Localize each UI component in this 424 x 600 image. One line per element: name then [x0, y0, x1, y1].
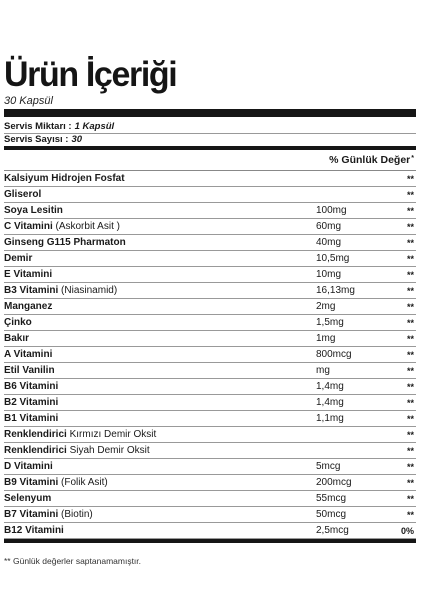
ingredient-name-cell [4, 299, 316, 315]
ingredient-daily-value: ** [380, 187, 416, 203]
ingredient-detail: (Folik Asit) [58, 476, 108, 488]
ingredient-amount: 1,1mg [316, 411, 380, 427]
ingredient-name-cell [4, 427, 316, 443]
ingredient-name: C Vitamini [4, 220, 53, 232]
ingredient-name-cell [4, 523, 316, 539]
ingredient-name: Ginseng G115 Pharmaton [4, 236, 126, 248]
ingredient-name: Etil Vanilin [4, 364, 55, 376]
ingredient-name-cell [4, 443, 316, 459]
serving-info [4, 117, 416, 146]
ingredient-daily-value: ** [380, 363, 416, 379]
ingredient-amount: 60mg [316, 219, 380, 235]
ingredient-name: B7 Vitamini [4, 508, 59, 520]
supplement-facts-panel [4, 56, 416, 566]
divider-bottom [4, 539, 416, 543]
ingredient-name: Renklendirici [4, 428, 67, 440]
table-row [4, 203, 416, 219]
ingredient-name: B2 Vitamini [4, 396, 59, 408]
table-row [4, 299, 416, 315]
ingredient-detail: (Biotin) [58, 508, 93, 520]
table-row [4, 283, 416, 299]
ingredient-name-cell [4, 363, 316, 379]
table-row [4, 507, 416, 523]
ingredient-name-cell [4, 411, 316, 427]
ingredient-daily-value: ** [380, 475, 416, 491]
ingredient-amount: 1,4mg [316, 395, 380, 411]
serving-count-line [4, 134, 416, 146]
ingredient-name: Kalsiyum Hidrojen Fosfat [4, 172, 125, 184]
ingredient-name: Selenyum [4, 492, 52, 504]
ingredient-name: E Vitamini [4, 268, 53, 280]
ingredient-name: Çinko [4, 316, 32, 328]
table-row [4, 523, 416, 539]
ingredient-daily-value: ** [380, 459, 416, 475]
ingredient-amount [316, 443, 380, 459]
table-row [4, 219, 416, 235]
table-row [4, 235, 416, 251]
ingredient-amount [316, 171, 380, 187]
serving-size-line [4, 121, 416, 134]
ingredient-name-cell [4, 251, 316, 267]
footnote: ** Günlük değerler saptanamamıştır. [4, 556, 142, 566]
table-row [4, 427, 416, 443]
ingredient-name: Renklendirici [4, 444, 67, 456]
ingredient-daily-value: ** [380, 171, 416, 187]
ingredient-amount: 16,13mg [316, 283, 380, 299]
ingredient-daily-value: ** [380, 251, 416, 267]
ingredient-name-cell [4, 219, 316, 235]
ingredient-amount: 800mcg [316, 347, 380, 363]
page-title: Ürün İçeriği [4, 55, 177, 94]
ingredient-name-cell [4, 347, 316, 363]
ingredient-daily-value: ** [380, 411, 416, 427]
serving-size-value: 1 Kapsül [74, 121, 115, 132]
ingredient-daily-value: ** [380, 443, 416, 459]
ingredient-detail: Siyah Demir Oksit [66, 444, 150, 456]
ingredient-daily-value: ** [380, 347, 416, 363]
table-row [4, 475, 416, 491]
ingredient-amount: 1,4mg [316, 379, 380, 395]
table-row [4, 363, 416, 379]
ingredient-amount: 1,5mg [316, 315, 380, 331]
capsule-count: 30 Kapsül [4, 95, 53, 107]
ingredient-daily-value: ** [380, 379, 416, 395]
daily-value-header [4, 150, 416, 170]
ingredient-amount: 200mcg [316, 475, 380, 491]
ingredient-name-cell [4, 395, 316, 411]
ingredient-name: Bakır [4, 332, 30, 344]
ingredient-amount: 55mcg [316, 491, 380, 507]
ingredients-table-body [4, 171, 416, 539]
ingredient-name-cell [4, 475, 316, 491]
ingredient-daily-value: ** [380, 507, 416, 523]
ingredient-amount: 10mg [316, 267, 380, 283]
table-row [4, 251, 416, 267]
ingredient-daily-value: ** [380, 283, 416, 299]
ingredient-name-cell [4, 331, 316, 347]
ingredient-daily-value: ** [380, 331, 416, 347]
ingredient-name-cell [4, 187, 316, 203]
table-row [4, 187, 416, 203]
table-row [4, 379, 416, 395]
ingredient-name-cell [4, 203, 316, 219]
table-row [4, 315, 416, 331]
ingredient-daily-value: ** [380, 427, 416, 443]
ingredient-name-cell [4, 379, 316, 395]
table-row [4, 491, 416, 507]
ingredient-name-cell [4, 171, 316, 187]
ingredient-amount: mg [316, 363, 380, 379]
ingredient-amount: 40mg [316, 235, 380, 251]
ingredient-name: Gliserol [4, 188, 42, 200]
ingredient-amount: 5mcg [316, 459, 380, 475]
table-row [4, 331, 416, 347]
ingredient-daily-value: ** [380, 267, 416, 283]
ingredient-name: Manganez [4, 300, 53, 312]
ingredient-amount: 10,5mg [316, 251, 380, 267]
ingredient-amount: 2mg [316, 299, 380, 315]
ingredient-daily-value: 0% [380, 523, 416, 539]
ingredient-name: B6 Vitamini [4, 380, 59, 392]
table-row [4, 395, 416, 411]
ingredient-amount [316, 187, 380, 203]
ingredient-name: Demir [4, 252, 33, 264]
ingredient-detail: (Niasinamid) [58, 284, 118, 296]
ingredient-amount: 1mg [316, 331, 380, 347]
ingredient-detail: Kırmızı Demir Oksit [66, 428, 157, 440]
ingredient-name-cell [4, 315, 316, 331]
ingredient-name: D Vitamini [4, 460, 53, 472]
divider-thick [4, 109, 416, 117]
serving-count-label: Servis Sayısı : [4, 134, 69, 145]
ingredient-name-cell [4, 283, 316, 299]
ingredient-name: Soya Lesitin [4, 204, 63, 216]
table-row [4, 171, 416, 187]
ingredient-daily-value: ** [380, 395, 416, 411]
ingredient-name-cell [4, 491, 316, 507]
ingredient-daily-value: ** [380, 299, 416, 315]
table-row [4, 459, 416, 475]
ingredient-name: B9 Vitamini [4, 476, 59, 488]
serving-count-value: 30 [71, 134, 83, 145]
table-row [4, 443, 416, 459]
ingredient-amount [316, 427, 380, 443]
table-row [4, 347, 416, 363]
ingredient-name: B1 Vitamini [4, 412, 59, 424]
ingredient-amount: 100mg [316, 203, 380, 219]
ingredients-table [4, 171, 416, 539]
ingredient-detail: (Askorbit Asit ) [52, 220, 120, 232]
ingredient-daily-value: ** [380, 219, 416, 235]
ingredient-daily-value: ** [380, 491, 416, 507]
ingredient-amount: 2,5mcg [316, 523, 380, 539]
ingredient-name-cell [4, 235, 316, 251]
table-row [4, 411, 416, 427]
ingredient-daily-value: ** [380, 235, 416, 251]
ingredient-name-cell [4, 267, 316, 283]
ingredient-name: B3 Vitamini [4, 284, 59, 296]
ingredient-name-cell [4, 459, 316, 475]
ingredient-name-cell [4, 507, 316, 523]
daily-value-header-label: % Günlük Değer [329, 154, 411, 166]
table-row [4, 267, 416, 283]
ingredient-name: B12 Vitamini [4, 524, 64, 536]
ingredient-daily-value: ** [380, 315, 416, 331]
serving-size-label: Servis Miktarı : [4, 121, 72, 132]
ingredient-name: A Vitamini [4, 348, 53, 360]
daily-value-header-mark: * [411, 154, 414, 162]
ingredient-amount: 50mcg [316, 507, 380, 523]
ingredient-daily-value: ** [380, 203, 416, 219]
